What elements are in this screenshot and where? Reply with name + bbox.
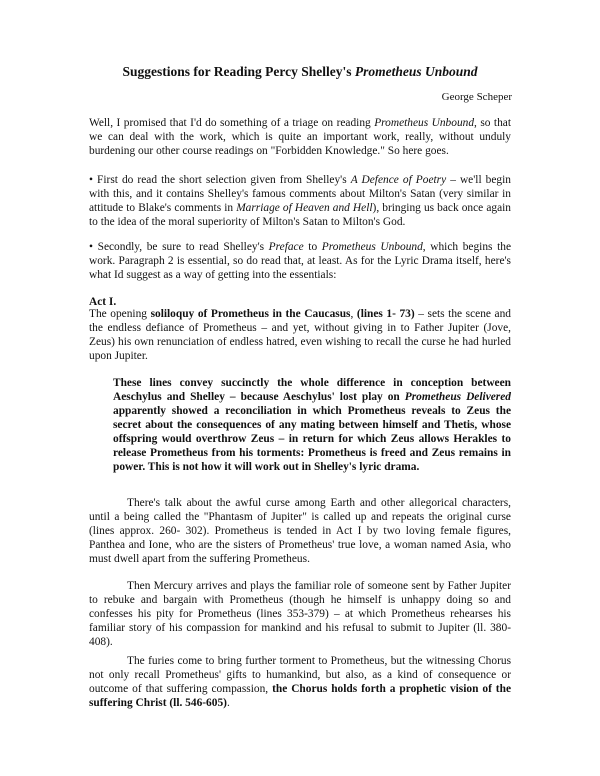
- text-run: The furies come to bring further torment to Prometheus, but the witnessing Chorus not only recall Prometheus' gifts to humankind, but also, as a kind of consequence or outcome of that suffering compassion,: [89, 655, 511, 695]
- document-title: [0, 64, 600, 80]
- work-title: Prometheus Delivered: [404, 391, 511, 403]
- text-run: Well, I promised that I'd do something of a triage on reading: [89, 117, 375, 129]
- text-run: , which begins the work. Paragraph 2 is essential, so do read that, at least. As for the Lyric Drama itself, here's what Id suggest as a way of getting into the essentials:: [89, 241, 511, 281]
- text-run: ,: [350, 308, 357, 320]
- work-title: Prometheus Unbound: [374, 117, 475, 129]
- text-run: – we'll begin with this, and it contains Shelley's famous comments about Milton's Satan (very similar in attitude to Blake's comments in: [89, 174, 511, 214]
- work-title: Marriage of Heaven and Hell: [236, 202, 373, 214]
- title-work: Prometheus Unbound: [354, 64, 478, 79]
- bold-run: the Chorus holds forth a prophetic vision of the suffering Christ (ll. 546-605): [89, 683, 511, 709]
- bold-run: soliloquy of Prometheus in the Caucasus: [150, 308, 351, 320]
- title-name: Percy Shelley's: [265, 64, 355, 79]
- work-title: Prometheus Unbound: [321, 241, 423, 253]
- block-quote: [113, 376, 511, 474]
- act-one-paragraph: [89, 307, 511, 363]
- text-run: – sets the scene and the endless defiance of Prometheus – and yet, without giving in to Father Jupiter (Jove, Zeus) his own renunciation of endless hatred, even wishing to recall the curse he had hurled upon Jupiter.: [89, 308, 511, 362]
- text-run: .: [226, 697, 230, 709]
- text-run: apparently showed a reconciliation in which Prometheus reveals to Zeus the secret about the consequences of any mating between himself and Thetis, whose offspring would overthrow Zeus – in return for which Zeus allows Herakles to release Prometheus from his torments: Prometheus is freed and Zeus remains in power. This is not how it will work out in Shelley's lyric drama.: [113, 405, 511, 473]
- work-title: Preface: [268, 241, 304, 253]
- first-bullet-paragraph: [89, 173, 511, 229]
- furies-paragraph: [89, 654, 511, 710]
- curse-paragraph: There's talk about the awful curse among Earth and other allegorical characters, until a being called the "Phantasm of Jupiter" is called up and repeats the original curse (lines approx. 260- 302). Prometheus is tended in Act I by two loving female figures, Panthea and Ione, who are the sisters of Prometheus' true love, a woman named Asia, who must dwell apart from the suffering Prometheus.: [89, 497, 511, 565]
- intro-paragraph: [89, 116, 511, 158]
- text-run: • First do read the short selection given from Shelley's: [89, 174, 351, 186]
- text-run: , so that we can deal with the work, which is quite an important work, really, without unduly burdening our other course readings on "Forbidden Knowledge." So here goes.: [89, 117, 511, 157]
- title-prefix: Suggestions for Reading: [122, 64, 266, 79]
- act-heading: Act I.: [89, 296, 117, 308]
- second-bullet-paragraph: [89, 240, 511, 282]
- text-run: • Secondly, be sure to read Shelley's: [89, 241, 269, 253]
- mercury-paragraph: Then Mercury arrives and plays the familiar role of someone sent by Father Jupiter to rebuke and bargain with Prometheus (though he himself is unhappy doing so and confesses his pity for Prometheus (lines 353-379) – at which Prometheus rehearses his familiar story of his compassion for mankind and his refusal to submit to Jupiter (ll. 380-408).: [89, 580, 511, 648]
- work-title: A Defence of Poetry: [350, 174, 447, 186]
- text-run: to: [303, 241, 322, 253]
- text-run: These lines convey succinctly the whole difference in conception between Aeschylus and Shelley – because Aeschylus' lost play on: [113, 377, 511, 403]
- author-name: George Scheper: [441, 91, 512, 103]
- bold-run: (lines 1- 73): [356, 308, 415, 320]
- text-run: The opening: [89, 308, 151, 320]
- text-run: ), bringing us back once again to the idea of the moral superiority of Milton's Satan to Milton's God.: [89, 202, 511, 228]
